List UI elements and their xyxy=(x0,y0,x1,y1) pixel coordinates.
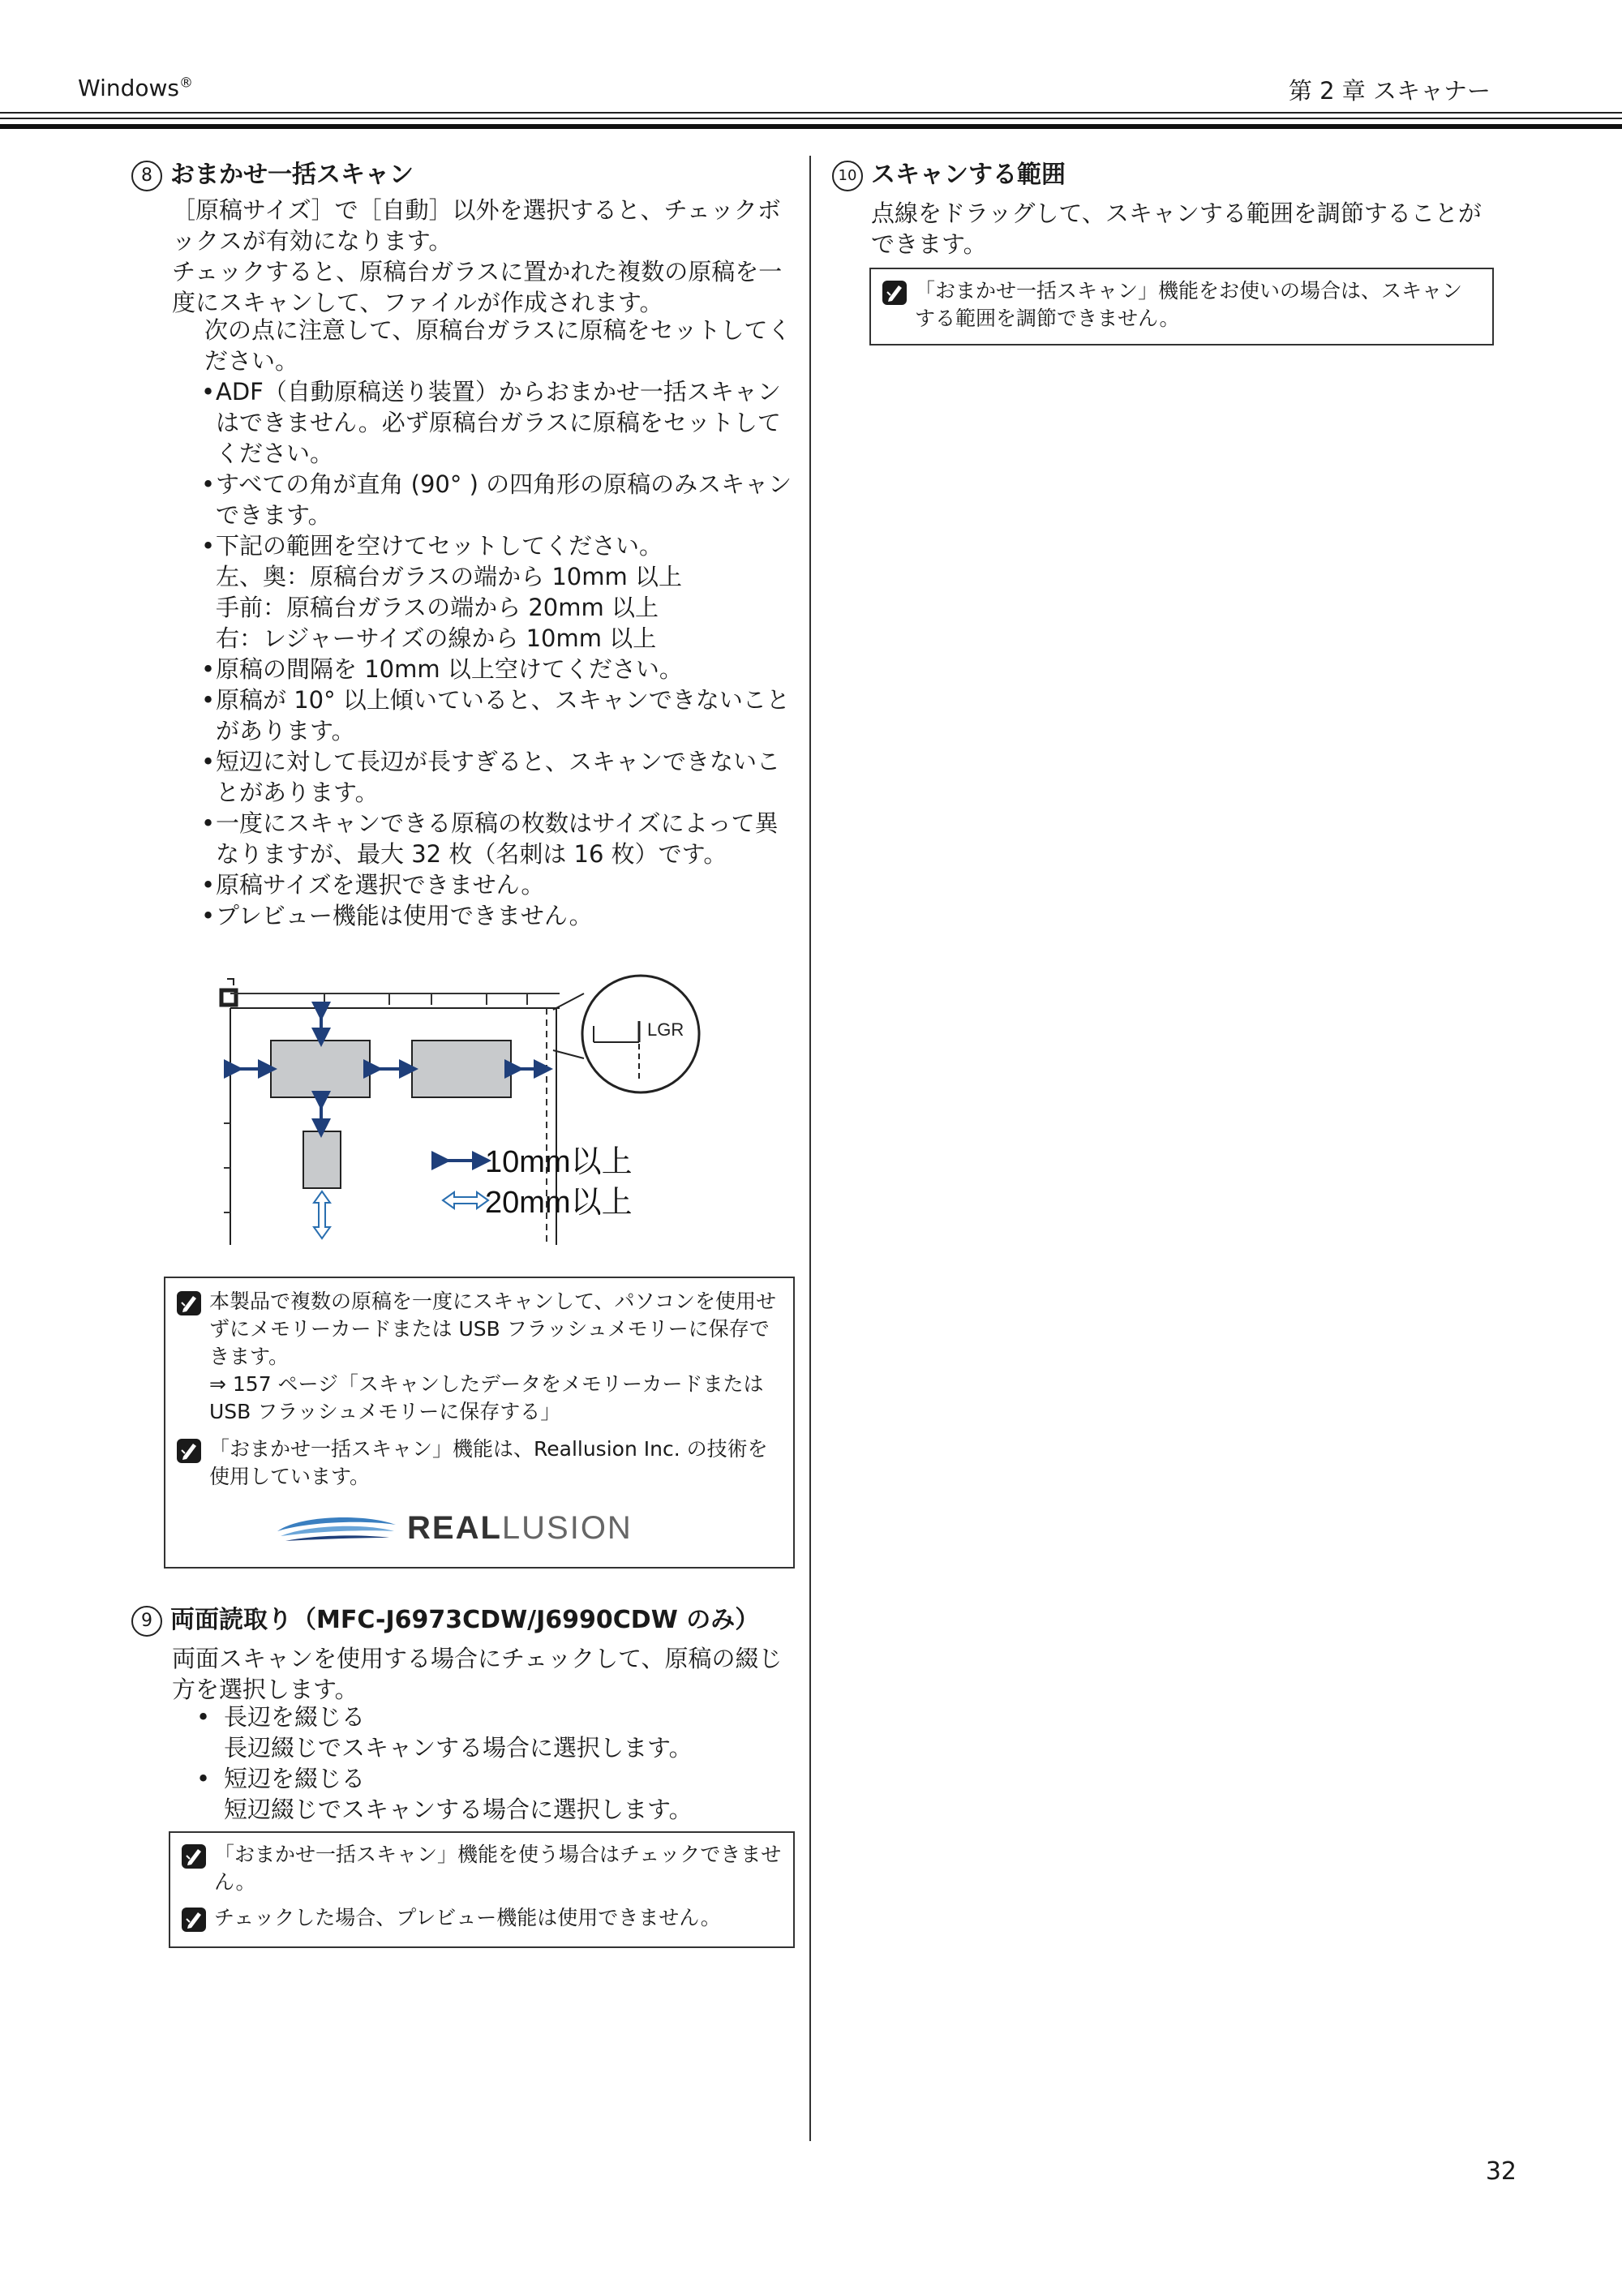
note-box xyxy=(169,1831,795,1948)
section-number: 9 xyxy=(131,1606,162,1637)
memo-icon xyxy=(177,1291,201,1315)
note-item xyxy=(165,1288,777,1426)
list-item: • プレビュー機能は使用できません。 xyxy=(204,900,796,931)
paragraph: 点線をドラッグして、スキャンする範囲を調節することができます。 xyxy=(871,200,1482,258)
paragraph: チェックすると、原稿台ガラスに置かれた複数の原稿を一度にスキャンして、ファイルが作成されます。 xyxy=(172,258,783,316)
section-number: 10 xyxy=(832,161,863,191)
lgr-label: LGR xyxy=(647,1019,684,1040)
caution-list xyxy=(204,376,796,931)
note-box xyxy=(869,268,1494,345)
option-label: • 長辺を綴じる xyxy=(224,1703,366,1731)
legend-20mm-label: 20mm以上 xyxy=(485,1186,633,1220)
document-rect xyxy=(412,1041,511,1097)
binding-option xyxy=(172,1702,796,1763)
list-item: • 一度にスキャンできる原稿の枚数はサイズによって異なりますが、最大 32 枚（名刺は 16 枚）です。 xyxy=(204,808,796,869)
paragraph: 両面スキャンを使用する場合にチェックして、原稿の綴じ方を選択します。 xyxy=(172,1645,783,1703)
note-text: チェックした場合、プレビュー機能は使用できません。 xyxy=(214,1906,721,1929)
option-description: 長辺綴じでスキャンする場合に選択します。 xyxy=(224,1734,693,1762)
note-item xyxy=(170,1841,782,1896)
column-divider xyxy=(809,156,811,2141)
header-chapter-title: 第 2 章 スキャナー xyxy=(1288,77,1491,105)
section-9-title: 9 両面読取り（MFC-J6973CDW/J6990CDW のみ） xyxy=(131,1599,759,1637)
header-rule xyxy=(0,118,1622,119)
binding-option xyxy=(172,1763,796,1825)
header-rule-thick xyxy=(0,124,1622,129)
list-item: • 原稿が 10° 以上傾いていると、スキャンできないことがあります。 xyxy=(204,685,796,746)
list-item: • ADF（自動原稿送り装置）からおまかせ一括スキャンはできません。必ず原稿台ガラスに原稿をセットしてください。 xyxy=(204,376,796,469)
note-text: 「おまかせ一括スキャン」機能をお使いの場合は、スキャンする範囲を調節できません。 xyxy=(915,279,1463,330)
option-description: 短辺綴じでスキャンする場合に選択します。 xyxy=(224,1796,693,1823)
margin-line: 手前：原稿台ガラスの端から 20mm 以上 xyxy=(216,594,659,621)
section-8-cautions xyxy=(204,315,796,931)
reallusion-wordmark: REALLUSION xyxy=(407,1510,633,1546)
page-reference-link[interactable]: ⇒ 157 ページ「スキャンしたデータをメモリーカードまたは USB フラッシュメモリーに保存する」 xyxy=(209,1372,764,1423)
note-text: 本製品で複数の原稿を一度にスキャンして、パソコンを使用せずにメモリーカードまたは USB フラッシュメモリーに保存できます。 xyxy=(209,1290,777,1368)
list-item: • 原稿サイズを選択できません。 xyxy=(204,869,796,900)
section-8-body xyxy=(172,195,796,318)
memo-icon xyxy=(182,1908,206,1932)
legend-arrow-20mm xyxy=(443,1192,488,1208)
binding-option-list xyxy=(172,1702,796,1825)
document-rect xyxy=(271,1041,370,1097)
paragraph: ［原稿サイズ］で［自動］以外を選択すると、チェックボックスが有効になります。 xyxy=(172,196,781,255)
list-item: • 原稿の間隔を 10mm 以上空けてください。 xyxy=(204,654,796,685)
memo-icon xyxy=(182,1844,206,1869)
header-os-label: Windows® xyxy=(78,75,193,101)
memo-icon xyxy=(882,281,907,305)
page-number: 32 xyxy=(1485,2157,1517,2186)
gap-arrow-20mm xyxy=(314,1191,330,1238)
note-text: 「おまかせ一括スキャン」機能を使う場合はチェックできません。 xyxy=(214,1843,782,1894)
note-item xyxy=(165,1436,777,1491)
note-item xyxy=(170,1904,782,1932)
document-rect xyxy=(303,1131,341,1188)
reallusion-swoosh-icon xyxy=(276,1510,397,1546)
section-10-body xyxy=(871,198,1495,260)
list-item: • 下記の範囲を空けてセットしてください。 左、奥：原稿台ガラスの端から 10mm 以上 手前：原稿台ガラスの端から 20mm 以上 右：レジャーサイズの線から 10mm 以上 xyxy=(204,530,796,654)
memo-icon xyxy=(177,1439,201,1463)
glass-corner-icon xyxy=(221,990,236,1005)
margin-line: 右：レジャーサイズの線から 10mm 以上 xyxy=(216,624,657,652)
margin-line: 左、奥：原稿台ガラスの端から 10mm 以上 xyxy=(216,563,682,590)
paragraph: 次の点に注意して、原稿台ガラスに原稿をセットしてください。 xyxy=(204,316,792,375)
document-placement-diagram xyxy=(219,969,706,1253)
note-item xyxy=(871,277,1474,333)
section-10-title: 10 スキャンする範囲 xyxy=(832,154,1066,191)
list-item: • すべての角が直角 (90° ) の四角形の原稿のみスキャンできます。 xyxy=(204,469,796,530)
header-rule xyxy=(0,112,1622,114)
legend-10mm-label: 10mm以上 xyxy=(485,1145,633,1179)
list-item: • 短辺に対して長辺が長すぎると、スキャンできないことがあります。 xyxy=(204,746,796,808)
section-8-title: 8 おまかせ一括スキャン xyxy=(131,154,414,191)
binding-options xyxy=(172,1702,796,1825)
note-text: 「おまかせ一括スキャン」機能は、Reallusion Inc. の技術を使用しています。 xyxy=(209,1437,768,1488)
note-box xyxy=(164,1277,795,1569)
section-9-body xyxy=(172,1643,796,1705)
section-number: 8 xyxy=(131,161,162,191)
option-label: • 短辺を綴じる xyxy=(224,1765,366,1792)
reallusion-logo xyxy=(276,1510,697,1549)
